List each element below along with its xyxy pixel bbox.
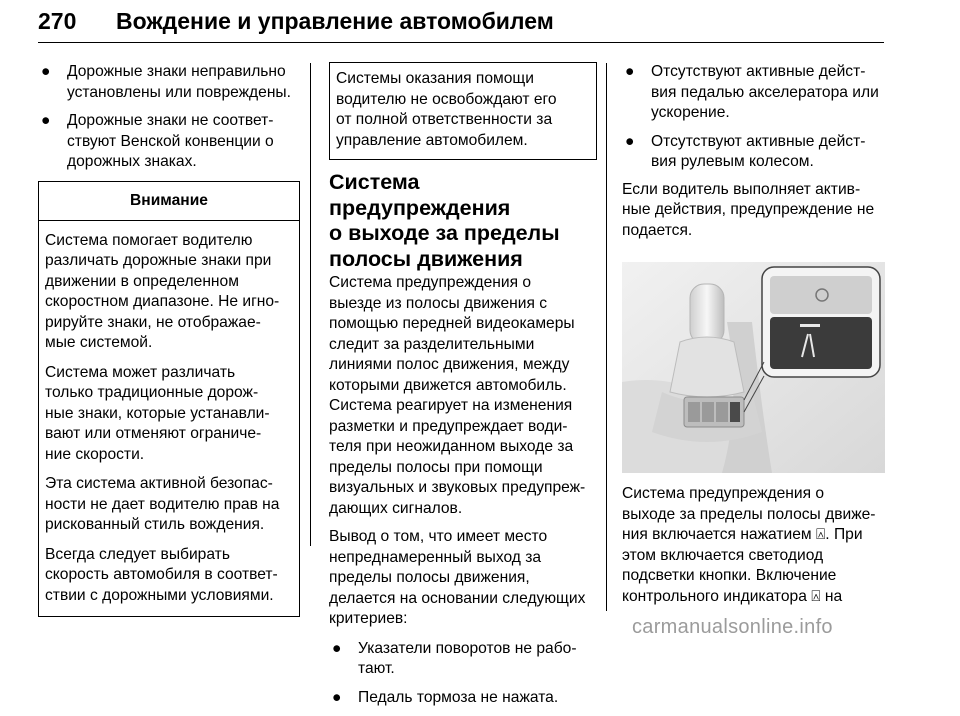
column-right [622,62,888,280]
watermark: carmanualsonline.info [632,616,833,638]
column-middle [329,62,601,716]
column-divider [310,63,311,546]
bullet-icon: ● [332,639,342,657]
page-header [38,2,884,44]
bullet-icon: ● [41,112,51,129]
column-divider [606,63,607,611]
bullet-icon: ● [625,132,635,150]
bullet-icon: ● [625,63,635,80]
warning-paragraph: Эта система активной безопас- ности не дает водителю прав на рискованный стиль вождения. [45,475,280,533]
warning-box [38,181,300,618]
section-heading: Система предупреждения о выходе за пределы полосы движения [329,170,560,271]
warning-paragraph: Система помогает водителю различать дорожные знаки при движении в определенном скоростном диапазоне. Не игно- рируйте знаки, не отображае- мые системой. [45,231,280,351]
activation-text [622,484,888,607]
page-title: Вождение и управление автомобилем [116,8,554,34]
bullet-icon: ● [41,63,51,80]
list-item: ● Отсутствуют активные дейст- вия педалью акселератора или ускорение. [625,63,879,121]
warning-heading: Внимание [39,182,299,221]
bullet-icon: ● [332,688,342,706]
list-item: ● Дорожные знаки не соответ- ствуют Венской конвенции о дорожных знаках. [41,112,274,170]
warning-paragraph: Система может различать только традиционные дорож- ные знаки, которые устанавли- вают или отменяют ограниче- ние скорости. [45,363,270,463]
paragraph: Система предупреждения о выезде из полосы движения с помощью передней видеокамеры следит за разделительными линиями полос движения, между которыми движется автомобиль. Система реагирует на изменения разметки и предупреждает води- теля при неожиданном выходе за пределы полосы при помощи визуальных и звуковых предупреж- дающих сигналов. [329,274,586,517]
paragraph: Вывод о том, что имеет место непреднамеренный выход за пределы полосы движения, делается на основании следующих критериев: [329,528,586,627]
paragraph: Система предупреждения о выходе за пределы полосы движе- ния включается нажатием ⍓. При этом включается светодиод подсветки кнопки. Включение контрольного индикатора ⍓ на [622,485,876,605]
list-item: ● Педаль тормоза не нажата. [329,688,601,709]
column-left [38,62,300,617]
page-number: 270 [38,8,77,34]
warning-paragraph: Всегда следует выбирать скорость автомобиля в соответ- ствии с дорожными условиями. [45,545,278,604]
paragraph: Если водитель выполняет актив- ные действия, предупреждение не подается. [622,180,875,239]
list-item: ● Указатели поворотов не рабо- тают. [332,639,577,677]
list-item: ● Отсутствуют активные дейст- вия рулевым колесом. [625,132,866,170]
list-item: ● Дорожные знаки неправильно установлены или повреждены. [41,63,291,101]
note-box: Системы оказания помощи водителю не освобождают его от полной ответственности за управление автомобилем. [329,62,597,160]
activation-button-photo [622,262,885,473]
header-rule [38,42,884,43]
